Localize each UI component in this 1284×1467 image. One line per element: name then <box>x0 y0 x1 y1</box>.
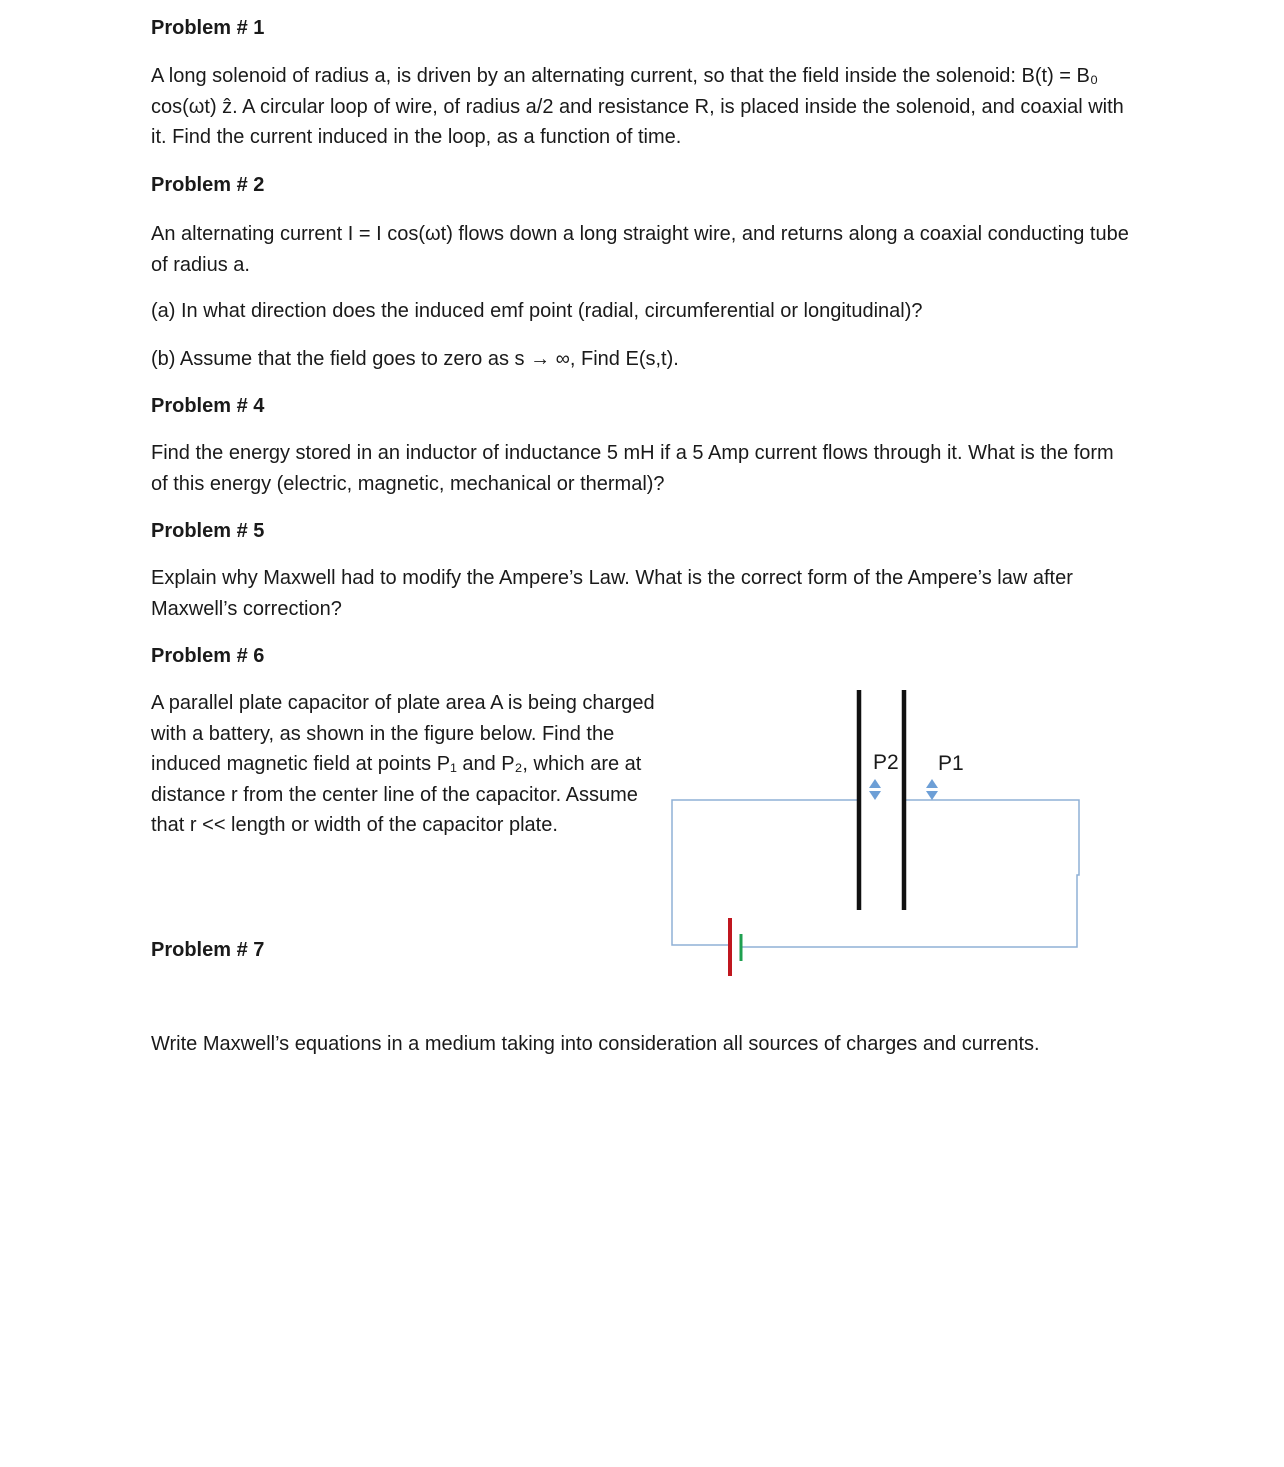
p1-double-arrow-icon <box>926 779 938 800</box>
p2-double-arrow-icon <box>869 779 881 800</box>
point-p1-label: P1 <box>938 752 964 775</box>
problem-2-part-a: (a) In what direction does the induced emf point (radial, circumferential or longitudinal)? <box>151 300 923 322</box>
problem-1-heading: Problem # 1 <box>151 17 265 39</box>
problem-6-text: A parallel plate capacitor of plate area A is being charged with a battery, as shown in the figure below. Find the induced magnetic field at points P₁ and P₂, which are at distance r from the center line of the capacitor. Assume that r << length or width of the capacitor plate. <box>151 692 655 836</box>
problem-5-text: Explain why Maxwell had to modify the Ampere’s Law. What is the correct form of the Ampere’s law after Maxwell’s correction? <box>151 567 1073 620</box>
wire-left-segment <box>672 800 859 945</box>
wire-right-segment <box>742 800 1079 947</box>
point-p2-label: P2 <box>873 751 899 774</box>
problem-7-heading: Problem # 7 <box>151 939 265 961</box>
problem-7-text: Write Maxwell’s equations in a medium taking into consideration all sources of charges and currents. <box>151 1033 1040 1055</box>
problem-6-heading: Problem # 6 <box>151 645 265 667</box>
problem-5-heading: Problem # 5 <box>151 520 265 542</box>
problem-2-part-b: (b) Assume that the field goes to zero as s → ∞, Find E(s,t). <box>151 348 679 370</box>
problem-2-heading: Problem # 2 <box>151 174 265 196</box>
circuit-wires <box>672 800 1079 947</box>
problem-1-text: A long solenoid of radius a, is driven by an alternating current, so that the field inside the solenoid: B(t) = B₀ cos(ωt) ẑ. A circular loop of wire, of radius a/2 and resistance R, is placed inside the solenoid, and coaxial with it. Find the current induced in the loop, as a function of time. <box>151 65 1124 148</box>
problem-4-heading: Problem # 4 <box>151 395 265 417</box>
capacitor-circuit-figure <box>660 680 1100 990</box>
problem-4-text: Find the energy stored in an inductor of inductance 5 mH if a 5 Amp current flows through it. What is the form of this energy (electric, magnetic, mechanical or thermal)? <box>151 442 1114 495</box>
problem-2-text: An alternating current I = I cos(ωt) flows down a long straight wire, and returns along a coaxial conducting tube of radius a. <box>151 223 1129 276</box>
